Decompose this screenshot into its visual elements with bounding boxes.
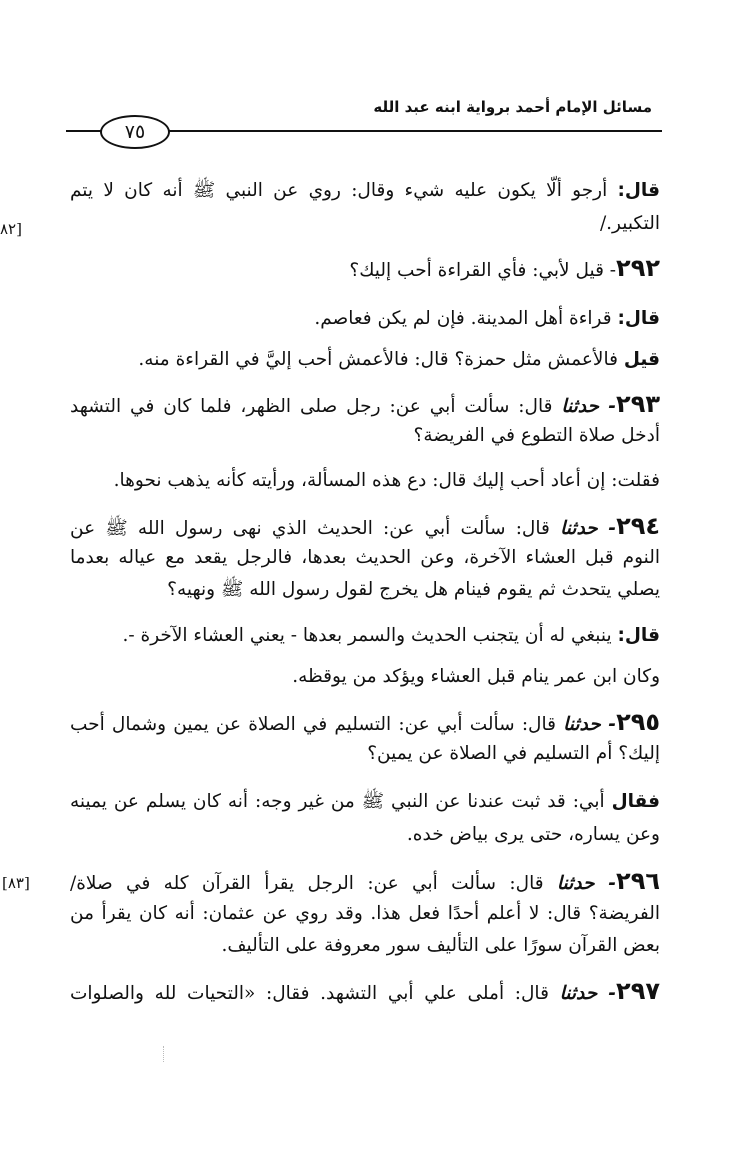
running-header-title: مسائل الإمام أحمد برواية ابنه عبد الله [373, 98, 652, 116]
issue-number: ٢٩٢ [616, 254, 660, 282]
text-line-10 [70, 541, 660, 575]
text-line-13 [70, 660, 660, 694]
speaker-label: فقال [611, 791, 660, 812]
question-294 [70, 509, 660, 543]
haddathana-label: - حدثنا [561, 396, 617, 417]
text-line-1 [70, 174, 660, 208]
line-text: التكبير./ [599, 213, 660, 234]
haddathana-label: - حدثنا [559, 983, 617, 1004]
text-line-2 [70, 207, 660, 241]
issue-number: ٢٩٦ [616, 867, 660, 895]
text-line-17 [70, 818, 660, 852]
text-line-4 [70, 302, 660, 336]
line-text: أدخل صلاة التطوع في الفريضة؟ [413, 425, 660, 446]
line-text: النوم قبل العشاء الآخرة، وعن الحديث بعدها، فالرجل يقعد مع عياله بعدما [70, 547, 660, 568]
text-line-19 [70, 897, 660, 931]
speaker-label: قال: [617, 625, 660, 646]
speaker-label: قيل [623, 349, 660, 370]
text-line-11 [70, 573, 660, 607]
text-line-5 [70, 343, 660, 377]
line-text: وعن يساره، حتى يرى بياض خده. [406, 824, 660, 845]
issue-number: ٢٩٥ [616, 708, 660, 736]
question-295 [70, 705, 660, 739]
line-text: يصلي يتحدث ثم يقوم فينام هل يخرج لقول رسول الله ﷺ ونهيه؟ [167, 579, 660, 600]
line-text: بعض القرآن سورًا على التأليف سور معروفة على التأليف. [221, 935, 660, 956]
line-text: ينبغي له أن يتجنب الحديث والسمر بعدها - يعني العشاء الآخرة -. [122, 625, 618, 646]
line-text: قال: سألت أبي عن: الحديث الذي نهى رسول الله ﷺ عن [70, 518, 561, 539]
line-text: قال: سألت أبي عن: رجل صلى الظهر، فلما كان في التشهد [70, 396, 562, 417]
page-number: ٧٥ [100, 115, 170, 149]
question-293 [70, 387, 660, 421]
line-text: قراءة أهل المدينة. فإن لم يكن فعاصم. [314, 308, 618, 329]
issue-number: ٢٩٧ [616, 977, 660, 1005]
line-text: أبي: قد ثبت عندنا عن النبي ﷺ من غير وجه: أنه كان يسلم عن يمينه [70, 791, 612, 812]
haddathana-label: - حدثنا [563, 714, 617, 735]
issue-number: ٢٩٣ [616, 390, 660, 418]
margin-marker-83: [٨٣] [2, 874, 30, 892]
line-text: - قيل لأبي: فأي القراءة أحب إليك؟ [349, 260, 617, 281]
line-text: إليك؟ أم التسليم في الصلاة عن يمين؟ [367, 743, 660, 764]
speaker-label: قال: [617, 308, 660, 329]
question-296 [70, 864, 660, 898]
speaker-label: قال: [617, 180, 660, 201]
text-line-8 [70, 464, 660, 498]
line-text: قال: أملى علي أبي التشهد. فقال: «التحيات لله والصلوات [70, 983, 560, 1004]
line-text: فالأعمش مثل حمزة؟ قال: فالأعمش أحب إليَّ في القراءة منه. [138, 349, 624, 370]
line-text: الفريضة؟ قال: لا أعلم أحدًا فعل هذا. وقد روي عن عثمان: أنه كان يقرأ من [70, 903, 660, 924]
text-line-12 [70, 619, 660, 653]
question-297 [70, 974, 660, 1008]
question-292 [70, 251, 660, 285]
text-line-7 [70, 419, 660, 453]
text-line-15 [70, 737, 660, 771]
haddathana-label: - حدثنا [556, 873, 617, 894]
issue-number: ٢٩٤ [616, 512, 660, 540]
line-text: وكان ابن عمر ينام قبل العشاء ويؤكد من يوقظه. [292, 666, 660, 687]
line-text: قال: سألت أبي عن: الرجل يقرأ القرآن كله في صلاة/ [70, 873, 557, 894]
line-text: فقلت: إن أعاد أحب إليك قال: دع هذه المسألة، ورأيته كأنه يذهب نحوها. [113, 470, 660, 491]
line-text: قال: سألت أبي عن: التسليم في الصلاة عن يمين وشمال أحب [70, 714, 564, 735]
haddathana-label: - حدثنا [560, 518, 617, 539]
page-speck [163, 1046, 166, 1062]
text-line-16 [70, 785, 660, 819]
text-line-20 [70, 929, 660, 963]
line-text: أرجو ألّا يكون عليه شيء وقال: روي عن النبي ﷺ أنه كان لا يتم [70, 180, 618, 201]
margin-marker-82: ٨٢] [0, 220, 22, 238]
